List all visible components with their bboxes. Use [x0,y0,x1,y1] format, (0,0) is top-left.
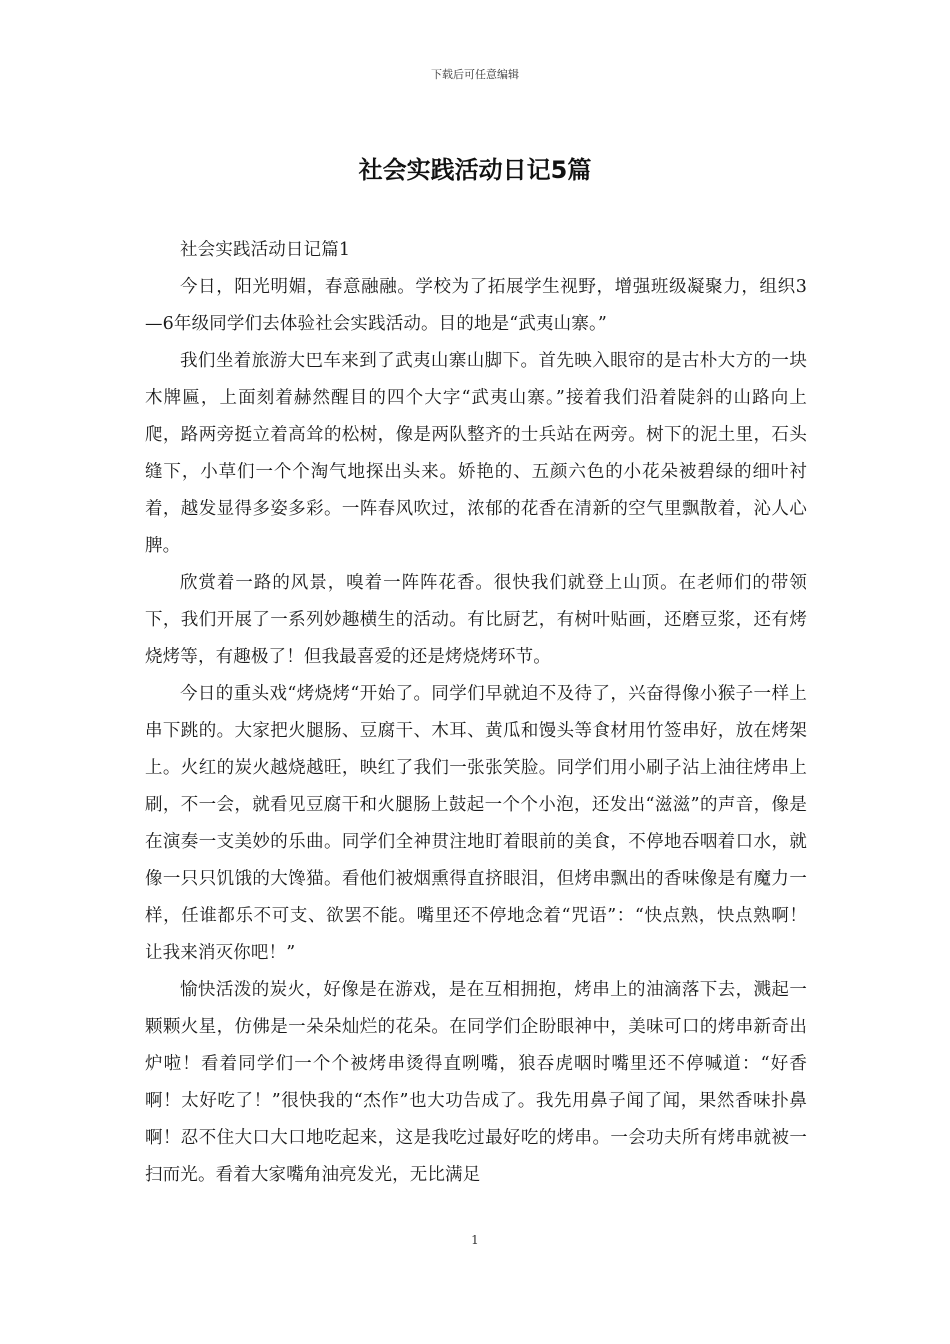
header-note: 下载后可任意编辑 [431,68,519,81]
paragraph: 今日，阳光明媚，春意融融。学校为了拓展学生视野，增强班级凝聚力，组织3—6年级同学们去体验社会实践活动。目的地是“武夷山寨。” [145,277,807,334]
paragraph: 愉快活泼的炭火，好像是在游戏，是在互相拥抱，烤串上的油滴落下去，溅起一颗颗火星，仿佛是一朵朵灿烂的花朵。在同学们企盼眼神中，美味可口的烤串新奇出炉啦！看着同学们一个个被烤串烫得直咧嘴，狼吞虎咽时嘴里还不停喊道：“好香啊！太好吃了！”很快我的“杰作”也大功告成了。我先用鼻子闻了闻，果然香味扑鼻啊！忍不住大口大口地吃起来，这是我吃过最好吃的烤串。一会功夫所有烤串就被一扫而光。看着大家嘴角油亮发光，无比满足 [145,980,807,1185]
paragraph: 欣赏着一路的风景，嗅着一阵阵花香。很快我们就登上山顶。在老师们的带领下，我们开展了一系列妙趣横生的活动。有比厨艺，有树叶贴画，还磨豆浆，还有烤烧烤等，有趣极了！但我最喜爱的还是烤烧烤环节。 [145,573,807,667]
document-title: 社会实践活动日记5篇 [358,156,592,184]
paragraph: 我们坐着旅游大巴车来到了武夷山寨山脚下。首先映入眼帘的是古朴大方的一块木牌匾，上面刻着赫然醒目的四个大字“武夷山寨。”接着我们沿着陡斜的山路向上爬，路两旁挺立着高耸的松树，像是两队整齐的士兵站在两旁。树下的泥土里，石头缝下，小草们一个个淘气地探出头来。娇艳的、五颜六色的小花朵被碧绿的细叶衬着，越发显得多姿多彩。一阵春风吹过，浓郁的花香在清新的空气里飘散着，沁人心脾。 [145,351,807,556]
document-body [145,232,807,1194]
page-number: 1 [471,1233,479,1247]
paragraph: 今日的重头戏“烤烧烤“开始了。同学们早就迫不及待了，兴奋得像小猴子一样上串下跳的。大家把火腿肠、豆腐干、木耳、黄瓜和馒头等食材用竹签串好，放在烤架上。火红的炭火越烧越旺，映红了我们一张张笑脸。同学们用小刷子沾上油往烤串上刷，不一会，就看见豆腐干和火腿肠上鼓起一个个小泡，还发出“滋滋”的声音，像是在演奏一支美妙的乐曲。同学们全神贯注地盯着眼前的美食，不停地吞咽着口水，就像一只只饥饿的大馋猫。看他们被烟熏得直挤眼泪，但烤串飘出的香味像是有魔力一样，任谁都乐不可支、欲罢不能。嘴里还不停地念着“咒语”：“快点熟，快点熟啊！让我来消灭你吧！” [145,684,807,963]
section-heading: 社会实践活动日记篇1 [180,240,351,260]
